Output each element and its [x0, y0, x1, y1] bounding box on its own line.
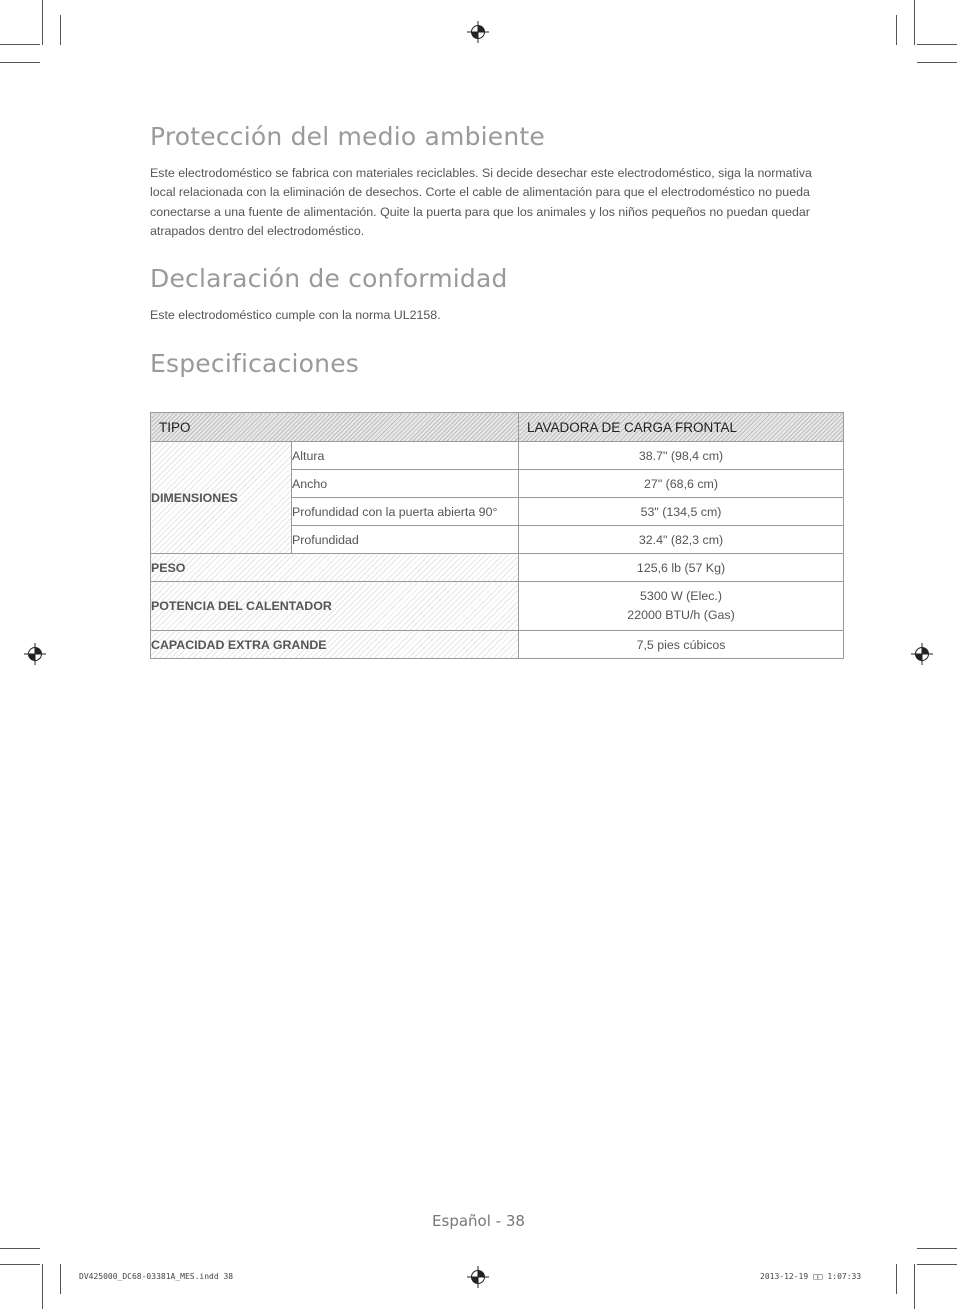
table-row — [151, 631, 844, 659]
crop-mark — [42, 1264, 43, 1309]
crop-mark — [42, 0, 43, 45]
table-header-row — [151, 413, 844, 442]
weight-label: PESO — [151, 554, 519, 582]
dimension-name: Altura — [292, 442, 519, 470]
crop-mark — [0, 1264, 40, 1265]
crop-mark — [60, 15, 61, 45]
crop-mark — [896, 1264, 897, 1294]
crop-mark — [917, 1248, 957, 1249]
crop-mark — [917, 1264, 957, 1265]
table-row — [151, 554, 844, 582]
crop-mark — [0, 44, 40, 45]
crop-mark — [917, 62, 957, 63]
heater-value-elec: 5300 W (Elec.) — [640, 589, 722, 603]
section-title-environment: Protección del medio ambiente — [150, 122, 545, 151]
dimension-name: Profundidad con la puerta abierta 90° — [292, 498, 519, 526]
registration-mark-icon — [467, 21, 489, 43]
dimension-value: 38.7" (98,4 cm) — [519, 442, 844, 470]
section-body-environment: Este electrodoméstico se fabrica con materiales reciclables. Si decide desechar este electrodoméstico, siga la normativa local relacionada con la eliminación de desechos. Corte el cable de alimentación para que el electrodoméstico no pueda conectarse a una fuente de alimentación. Quite la puerta para que los animales y los niños pequeños no puedan quedar atrapados dentro del electrodoméstico. — [150, 166, 812, 239]
file-slug: DV425000_DC68-03381A_MES.indd 38 — [79, 1272, 234, 1281]
crop-mark — [60, 1264, 61, 1294]
crop-mark — [0, 1248, 40, 1249]
crop-mark — [896, 15, 897, 45]
header-model: LAVADORA DE CARGA FRONTAL — [527, 419, 738, 435]
heater-value — [519, 582, 844, 631]
dimension-value: 32.4" (82,3 cm) — [519, 526, 844, 554]
date-slug: 2013-12-19 □□ 1:07:33 — [760, 1272, 862, 1281]
crop-mark — [914, 1264, 915, 1309]
capacity-label: CAPACIDAD EXTRA GRANDE — [151, 631, 519, 659]
specifications-table — [150, 412, 844, 659]
section-body-conformity: Este electrodoméstico cumple con la norma UL2158. — [150, 308, 441, 322]
table-row — [151, 582, 844, 631]
crop-mark — [917, 44, 957, 45]
crop-mark — [0, 62, 40, 63]
dimensions-label: DIMENSIONES — [151, 442, 292, 554]
section-title-conformity: Declaración de conformidad — [150, 264, 508, 293]
heater-value-gas: 22000 BTU/h (Gas) — [627, 608, 735, 622]
heater-label: POTENCIA DEL CALENTADOR — [151, 582, 519, 631]
table-row — [151, 442, 844, 470]
page-number: Español - 38 — [432, 1212, 525, 1230]
registration-mark-icon — [24, 643, 46, 665]
dimension-value: 27" (68,6 cm) — [519, 470, 844, 498]
dimension-name: Ancho — [292, 470, 519, 498]
dimension-value: 53" (134,5 cm) — [519, 498, 844, 526]
header-type: TIPO — [159, 419, 191, 435]
section-title-specs: Especificaciones — [150, 349, 360, 378]
capacity-value: 7,5 pies cúbicos — [519, 631, 844, 659]
weight-value: 125,6 lb (57 Kg) — [519, 554, 844, 582]
crop-mark — [914, 0, 915, 45]
registration-mark-icon — [467, 1266, 489, 1288]
dimension-name: Profundidad — [292, 526, 519, 554]
registration-mark-icon — [911, 643, 933, 665]
